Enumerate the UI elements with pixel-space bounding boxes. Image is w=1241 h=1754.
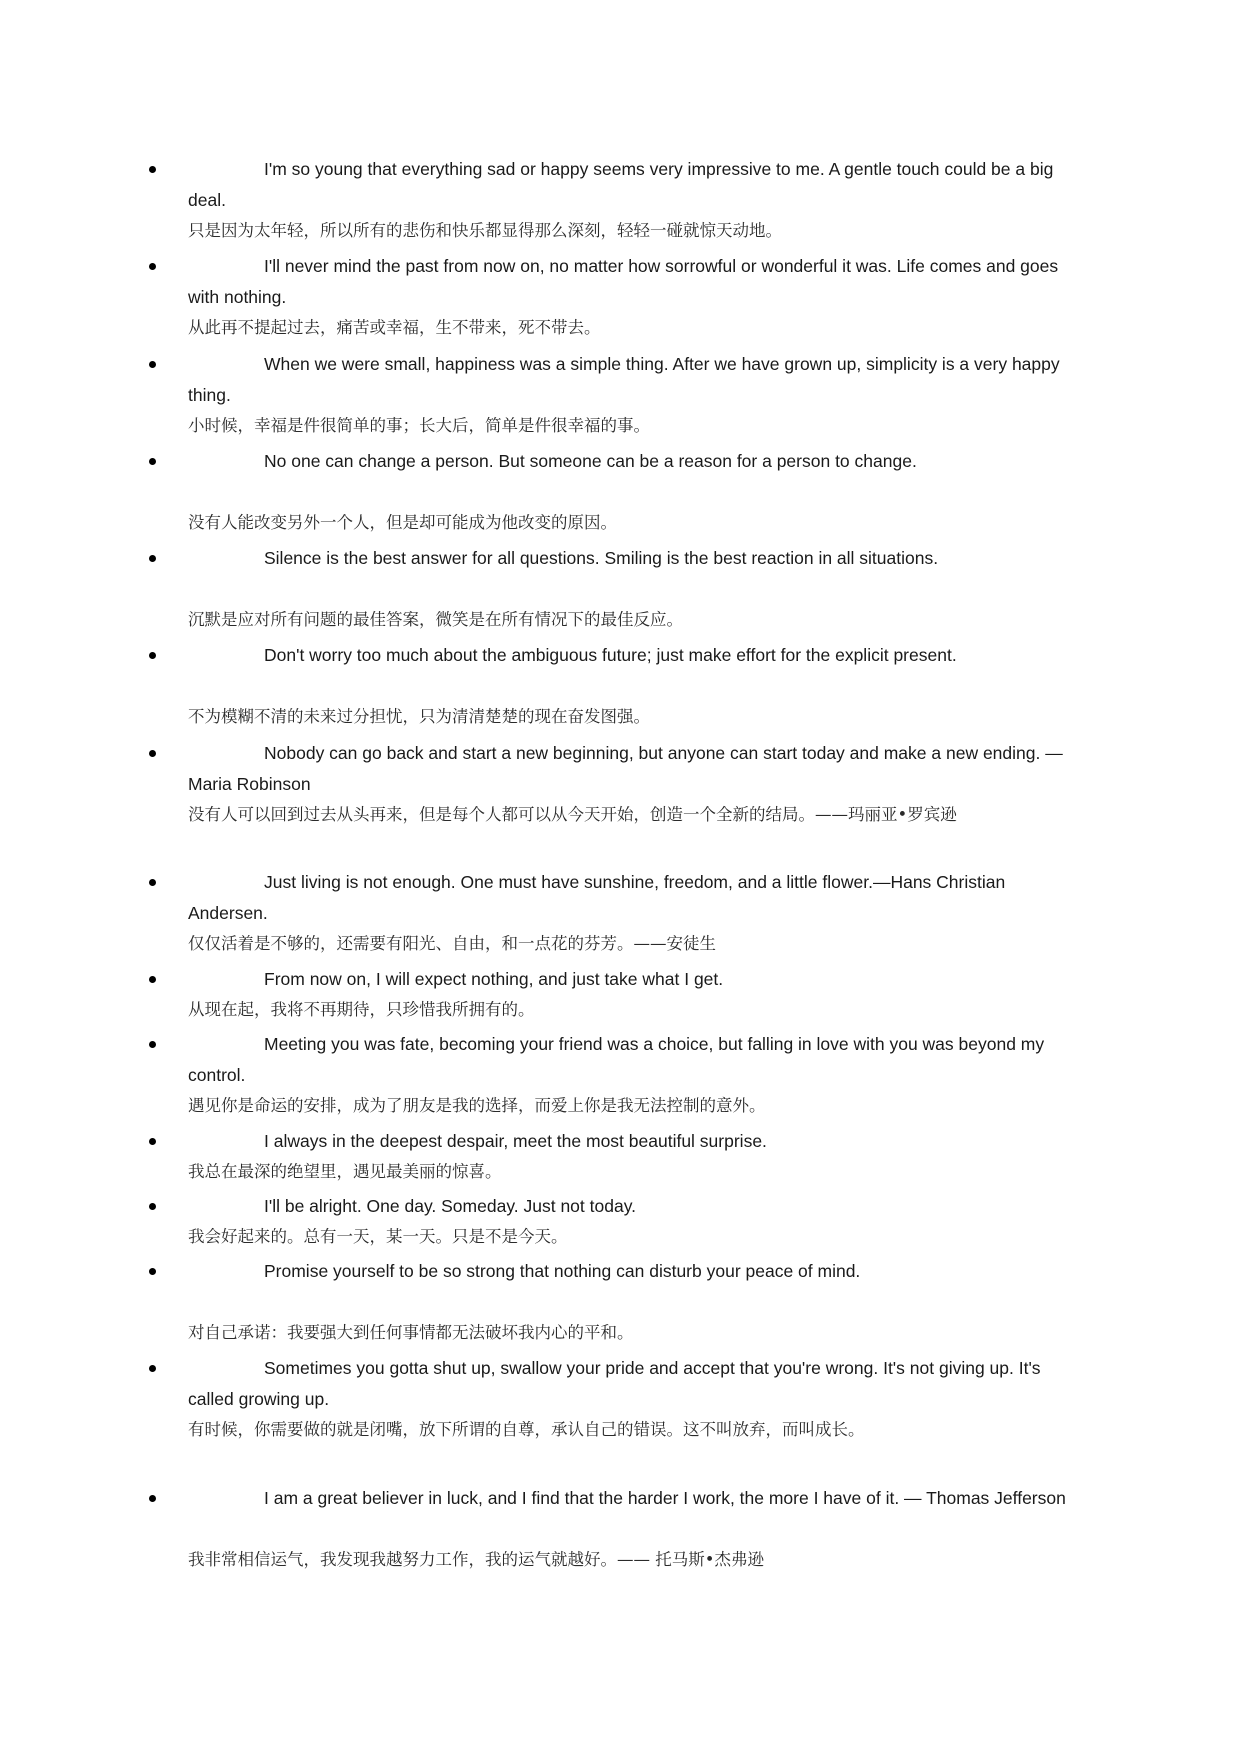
quote-english: Silence is the best answer for all questions. Smiling is the best reaction in all situations.	[264, 548, 939, 568]
quote-chinese: 沉默是应对所有问题的最佳答案，微笑是在所有情况下的最佳反应。	[188, 610, 683, 629]
bullet-icon	[149, 555, 156, 562]
quote-english: No one can change a person. But someone can be a reason for a person to change.	[264, 451, 917, 471]
bullet-icon	[149, 458, 156, 465]
quote-english: I'm so young that everything sad or happy seems very impressive to me. A gentle touch could be a big deal.	[188, 159, 1054, 210]
quote-chinese: 没有人能改变另外一个人，但是却可能成为他改变的原因。	[188, 513, 617, 532]
bullet-icon	[149, 1365, 156, 1372]
quote-english: I'll be alright. One day. Someday. Just not today.	[264, 1196, 637, 1216]
bullet-icon	[149, 1268, 156, 1275]
quote-english: When we were small, happiness was a simple thing. After we have grown up, simplicity is a very happy thing.	[188, 354, 1060, 405]
quote-chinese: 仅仅活着是不够的，还需要有阳光、自由，和一点花的芬芳。——安徒生	[188, 934, 716, 953]
quote-chinese: 从此再不提起过去，痛苦或幸福，生不带来，死不带去。	[188, 318, 601, 337]
quote-english: Sometimes you gotta shut up, swallow your pride and accept that you're wrong. It's not giving up. It's called growing up.	[188, 1358, 1041, 1409]
quote-english: I am a great believer in luck, and I find that the harder I work, the more I have of it. — Thomas Jefferson	[264, 1488, 1066, 1508]
bullet-icon	[149, 1138, 156, 1145]
quote-english: I'll never mind the past from now on, no matter how sorrowful or wonderful it was. Life comes and goes with nothing.	[188, 256, 1059, 307]
quote-chinese: 没有人可以回到过去从头再来，但是每个人都可以从今天开始，创造一个全新的结局。——玛丽亚•罗宾逊	[188, 805, 957, 824]
quote-chinese: 小时候，幸福是件很简单的事；长大后，简单是件很幸福的事。	[188, 416, 650, 435]
bullet-icon	[149, 750, 156, 757]
quote-chinese: 我总在最深的绝望里，遇见最美丽的惊喜。	[188, 1162, 502, 1181]
quote-english: I always in the deepest despair, meet the most beautiful surprise.	[264, 1131, 767, 1151]
quote-english: Nobody can go back and start a new beginning, but anyone can start today and make a new ending. — Maria Robinson	[188, 743, 1063, 794]
bullet-icon	[149, 1041, 156, 1048]
quote-chinese: 不为模糊不清的未来过分担忧，只为清清楚楚的现在奋发图强。	[188, 707, 650, 726]
quote-english: Promise yourself to be so strong that nothing can disturb your peace of mind.	[264, 1261, 861, 1281]
quote-english: Don't worry too much about the ambiguous future; just make effort for the explicit present.	[264, 645, 957, 665]
quote-chinese: 我会好起来的。总有一天，某一天。只是不是今天。	[188, 1227, 568, 1246]
bullet-icon	[149, 976, 156, 983]
quote-chinese: 对自己承诺：我要强大到任何事情都无法破坏我内心的平和。	[188, 1323, 634, 1342]
quote-chinese: 只是因为太年轻，所以所有的悲伤和快乐都显得那么深刻，轻轻一碰就惊天动地。	[188, 221, 782, 240]
quote-english: Just living is not enough. One must have sunshine, freedom, and a little flower.—Hans Christian Andersen.	[188, 872, 1006, 923]
bullet-icon	[149, 1203, 156, 1210]
bullet-icon	[149, 879, 156, 886]
bullet-icon	[149, 652, 156, 659]
bullet-icon	[149, 263, 156, 270]
quote-english: Meeting you was fate, becoming your friend was a choice, but falling in love with you was beyond my control.	[188, 1034, 1045, 1085]
bullet-icon	[149, 166, 156, 173]
quote-chinese: 有时候，你需要做的就是闭嘴，放下所谓的自尊，承认自己的错误。这不叫放弃，而叫成长。	[188, 1420, 865, 1439]
quote-chinese: 遇见你是命运的安排，成为了朋友是我的选择，而爱上你是我无法控制的意外。	[188, 1096, 766, 1115]
quote-chinese: 从现在起，我将不再期待，只珍惜我所拥有的。	[188, 1000, 535, 1019]
bullet-icon	[149, 361, 156, 368]
quote-english: From now on, I will expect nothing, and just take what I get.	[264, 969, 724, 989]
bullet-icon	[149, 1495, 156, 1502]
quote-chinese: 我非常相信运气，我发现我越努力工作，我的运气就越好。—— 托马斯•杰弗逊	[188, 1550, 764, 1569]
